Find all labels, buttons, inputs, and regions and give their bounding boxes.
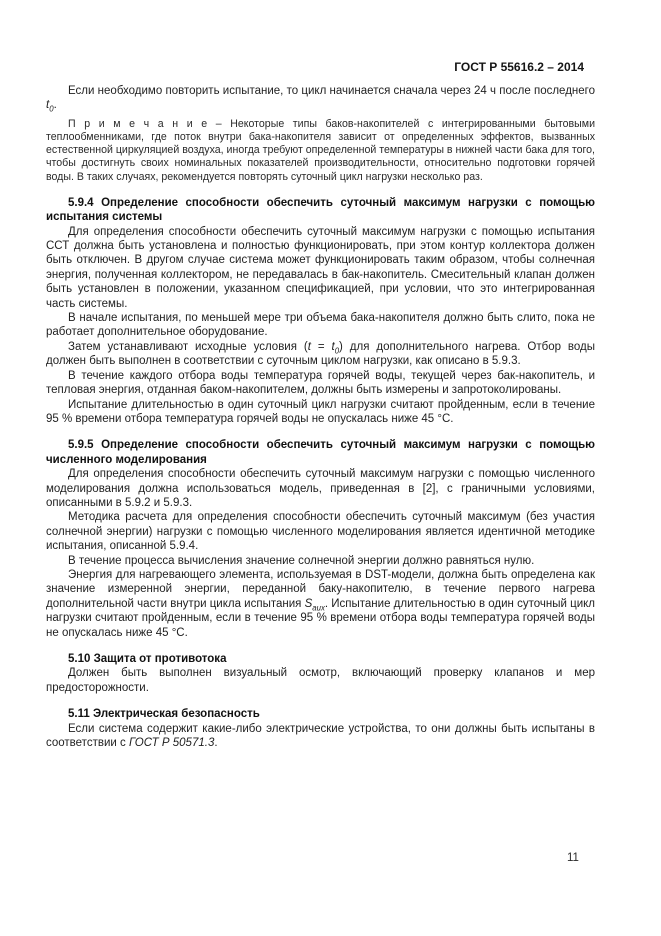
section-heading-5-9-5: 5.9.5 Определение способности обеспечить суточный максимум нагрузки с помощью численного моделирования bbox=[46, 439, 595, 466]
paragraph: Испытание длительностью в один суточный цикл нагрузки считают пройденным, если в течение 95 % времени отбора температура горячей воды не опускалась ниже 45 °С. bbox=[46, 398, 595, 425]
paragraph bbox=[46, 340, 595, 369]
paragraph bbox=[46, 568, 595, 640]
variable-s: S bbox=[304, 597, 313, 610]
variable-t: t bbox=[307, 340, 311, 353]
paragraph: Для определения способности обеспечить суточный максимум нагрузки с помощью испытания ССТ должна быть установлена и полностью функционировать, при этом контур коллектора должен быть отключен. В другом случае система может функционировать таким образом, чтобы солнечная энергия, полученная коллектором, не передавалась в бак-накопитель. Смесительный клапан должен быть установлен в положении, указанном спецификацией, при условии, что это интегрированная часть системы. bbox=[46, 225, 595, 310]
paragraph: В течение каждого отбора воды температура горячей воды, текущей через бак-накопитель, и тепловая энергия, отданная баком-накопителем, должны быть измерены и запротоколированы. bbox=[46, 369, 595, 397]
variable-t: t bbox=[331, 340, 335, 353]
subscript-0: 0 bbox=[334, 346, 340, 356]
intro-text: Если необходимо повторить испытание, то цикл начинается сначала через 24 ч после последнего bbox=[68, 85, 595, 97]
section-heading-5-11: 5.11 Электрическая безопасность bbox=[68, 708, 260, 721]
subscript-aux: aux bbox=[312, 603, 325, 613]
section-heading-5-10: 5.10 Защита от противотока bbox=[68, 653, 227, 666]
variable-t: t bbox=[46, 99, 50, 112]
paragraph: В начале испытания, по меньшей мере три объема бака-накопителя должно быть слито, пока не работает дополнительное оборудование. bbox=[46, 312, 595, 339]
note-paragraph bbox=[46, 118, 595, 184]
paragraph-text: . Испытание длительностью в один суточный цикл нагрузки считают пройденным, если в течение 95 % времени отбора воды температура горячей воды не опускалась ниже 45 °С. bbox=[46, 597, 595, 639]
paragraph-text: Если система содержит какие-либо электрические устройства, то они должны быть испытаны в соответствии с bbox=[46, 722, 595, 750]
equals-sign: = bbox=[310, 340, 332, 353]
document-code-header: ГОСТ Р 55616.2 – 2014 bbox=[454, 60, 584, 74]
paragraph: Должен быть выполнен визуальный осмотр, включающий проверку клапанов и мер предосторожности. bbox=[46, 667, 595, 694]
page-number: 11 bbox=[567, 852, 579, 864]
intro-text-end: . bbox=[53, 99, 57, 112]
note-text: – Некоторые типы баков-накопителей с интегрированными бытовыми теплообменниками, где поток внутри бака-накопителя зависит от определенных эффектов, вызванных естественной циркуляцией воздуха, иногда требуют определенной температуры в нижней части бака для того, чтобы достигнуть своих номинальных показателей производительности, относительно подготовки горячей воды. В таких случаях, рекомендуется повторять суточный цикл нагрузки несколько раз. bbox=[46, 117, 595, 183]
paragraph bbox=[46, 722, 595, 751]
paragraph: Методика расчета для определения способности обеспечить суточный максимум (без участия солнечной энергии) нагрузки с помощью численного моделирования является идентичной методике испытания, описанной 5.9.4. bbox=[46, 511, 595, 553]
note-label: П р и м е ч а н и е bbox=[68, 117, 208, 130]
paragraph: Для определения способности обеспечить суточный максимум нагрузки с помощью численного моделирования должна использоваться модель, приведенная в [2], с граничными условиями, описанными в 5.9.2 и 5.9.3. bbox=[46, 468, 595, 509]
standard-reference: ГОСТ Р 50571.3 bbox=[128, 737, 215, 750]
paragraph-text: ) для дополнительного нагрева. Отбор воды должен быть выполнен в соответствии с суточным циклом нагрузки, как описано в 5.9.3. bbox=[46, 340, 596, 368]
intro-paragraph bbox=[46, 84, 595, 113]
paragraph-text: Энергия для нагревающего элемента, используемая в DST-модели, должна быть определена как значение измеренной энергии, переданной баку-накопителю, в течение первого нагрева дополнительной части внутри цикла испытания bbox=[46, 568, 595, 610]
paragraph-text: Затем устанавливают исходные условия ( bbox=[68, 340, 308, 353]
document-body bbox=[46, 84, 595, 750]
section-heading-5-9-4: 5.9.4 Определение способности обеспечить суточный максимум нагрузки с помощью испытания системы bbox=[46, 196, 595, 224]
subscript-0: 0 bbox=[49, 104, 54, 114]
paragraph: В течение процесса вычисления значение солнечной энергии должно равняться нулю. bbox=[68, 554, 535, 567]
paragraph-text: . bbox=[214, 737, 218, 750]
